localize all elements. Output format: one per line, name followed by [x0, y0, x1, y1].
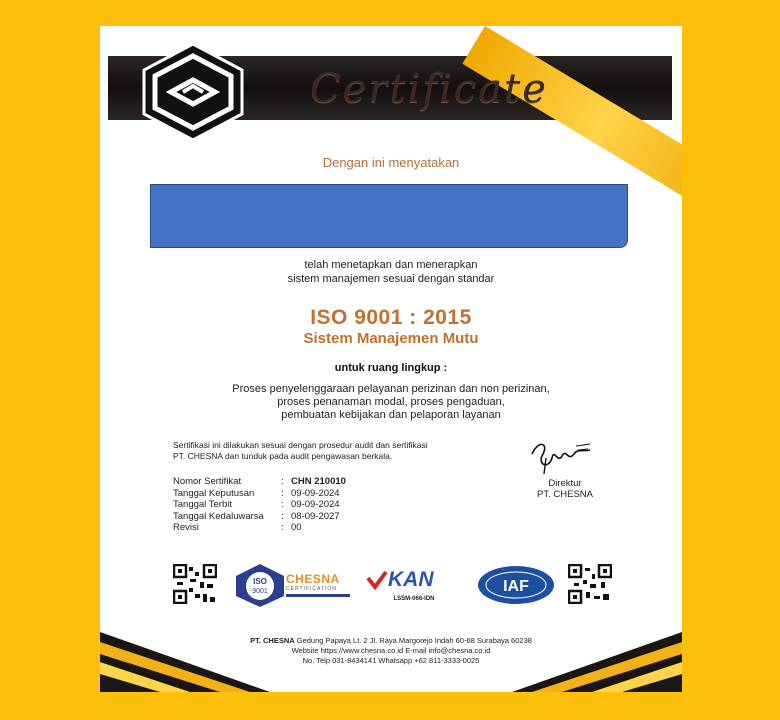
detail-value: 09-09-2024 [291, 499, 340, 510]
signer-org: PT. CHESNA [537, 489, 593, 500]
detail-value: CHN 210010 [291, 476, 346, 487]
detail-value: 08-09-2027 [291, 510, 340, 522]
detail-row: Tanggal Kedaluwarsa : 08-09-2027 [173, 510, 340, 522]
detail-row: Nomor Sertifikat : CHN 210010 [173, 476, 346, 487]
qr-code-icon [173, 564, 217, 604]
certificate-title: Certificate [310, 66, 548, 112]
recipient-name-redacted [150, 184, 628, 248]
bottom-right-corner-ornament [512, 622, 682, 692]
kan-check-icon [366, 570, 388, 590]
detail-row: Tanggal Keputusan : 09-09-2024 [173, 487, 340, 499]
kan-logo-text: KAN [388, 568, 434, 591]
intro-text: Dengan ini menyatakan [322, 155, 460, 170]
chesna-logo-subtext: CERTIFICATION [286, 586, 337, 592]
scope-line-2: proses penanaman modal, proses pengaduan, [277, 396, 505, 408]
statement-line-1: telah menetapkan dan menerapkan [304, 259, 478, 271]
detail-row: Tanggal Terbit : 09-09-2024 [173, 499, 340, 510]
audit-note [173, 440, 428, 462]
footer-phone: No. Telp 031-8434141 Whatsapp +62 811-3333-0025 [302, 656, 480, 665]
footer-address-text: Gedung Papaya Lt. 2 Jl. Raya Margorejo Indah 60-68 Surabaya 60238 [294, 636, 532, 645]
kan-logo [366, 568, 462, 602]
detail-value: 00 [291, 522, 302, 533]
bottom-left-corner-ornament [100, 622, 270, 692]
chesna-logo-text: CHESNA [286, 572, 340, 586]
detail-value: 09-09-2024 [291, 487, 340, 499]
scope-line-1: Proses penyelenggaraan pelayanan perizinan dan non perizinan, [232, 383, 550, 395]
director-signature [528, 434, 594, 478]
standard-name: Sistem Manajemen Mutu [303, 330, 479, 347]
svg-text:9001: 9001 [252, 588, 268, 595]
footer-web: Website https://www.chesna.co.id E-mail info@chesna.co.id [291, 646, 491, 655]
chesna-hexagon-logo-icon [138, 42, 248, 142]
footer-company: PT. CHESNA [250, 636, 295, 645]
audit-note-line-2: PT. CHESNA dan tunduk pada audit pengawasan berkala. [173, 451, 393, 461]
standard-title: ISO 9001 : 2015 [310, 306, 472, 329]
scope-line-3: pembuatan kebijakan dan pelaporan layanan [281, 409, 501, 421]
chesna-logo [286, 572, 350, 597]
detail-row: Revisi : 00 [173, 522, 302, 533]
iso-9001-badge-icon [232, 562, 288, 608]
iaf-logo-text: IAF [503, 578, 529, 595]
audit-note-line-1: Sertifikasi ini dilakukan sesuai dengan prosedur audit dan sertifikasi [173, 440, 428, 450]
detail-label: Nomor Sertifikat [173, 476, 242, 487]
detail-label: Revisi [173, 522, 199, 533]
detail-label: Tanggal Terbit [173, 499, 232, 510]
scope-title: untuk ruang lingkup : [334, 362, 448, 374]
certificate-details [173, 476, 346, 534]
signer-block [532, 478, 598, 500]
detail-label: Tanggal Keputusan [173, 487, 255, 499]
kan-code: LSSM-066-IDN [393, 596, 435, 602]
detail-label: Tanggal Kedaluwarsa [173, 510, 264, 522]
svg-text:ISO: ISO [253, 577, 267, 586]
signer-title: Direktur [548, 478, 582, 489]
certificate-document [100, 26, 682, 692]
statement-line-2: sistem manajemen sesuai dengan standar [287, 273, 495, 285]
qr-code-icon [568, 564, 612, 604]
iaf-logo-icon [476, 564, 556, 606]
